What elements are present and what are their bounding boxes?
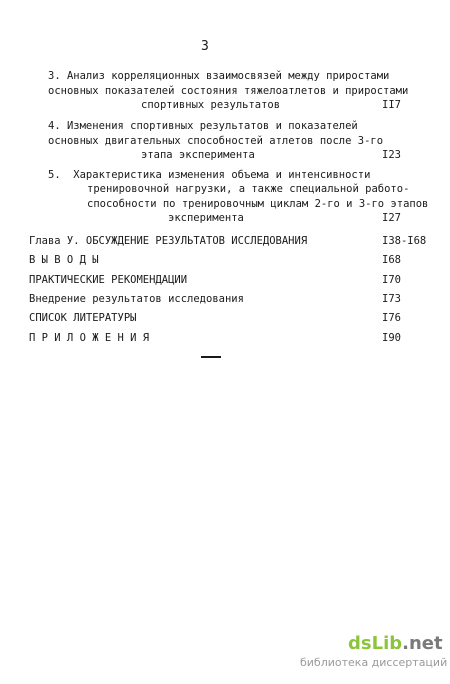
toc-entry-label: СПИСОК ЛИТЕРАТУРЫ (29, 312, 137, 324)
toc-section-5-line-3: способности по тренировочным циклам 2-го и 3-го этапов (87, 198, 429, 210)
watermark-subtitle: библиотека диссертаций (300, 656, 448, 669)
end-rule (201, 356, 221, 358)
page-number: 3 (201, 39, 209, 54)
toc-entry-page: I38-I68 (382, 235, 427, 247)
toc-section-5-line-4: эксперимента (168, 212, 244, 224)
toc-section-3-line-1: 3. Анализ корреляционных взаимосвязей между приростами (48, 70, 390, 82)
toc-section-5-page: I27 (382, 212, 401, 224)
toc-entry-page: I90 (382, 332, 401, 344)
toc-entry-page: I70 (382, 274, 401, 286)
toc-section-4-line-2: основных двигательных способностей атлетов после 3-го (48, 135, 384, 147)
toc-section-3-page: II7 (382, 99, 401, 111)
watermark-logo-tld: .net (402, 633, 443, 654)
toc-section-4-line-3: этапа эксперимента (141, 149, 255, 161)
toc-section-4-page: I23 (382, 149, 401, 161)
toc-section-3-line-2: основных показателей состояния тяжелоатлетов и приростами (48, 85, 409, 97)
watermark-logo-main: dsLib (348, 633, 403, 654)
toc-section-3-line-3: спортивных результатов (141, 99, 281, 111)
toc-section-5-line-2: тренировочной нагрузки, а также специальной работо- (87, 183, 410, 195)
toc-entry-page: I76 (382, 312, 401, 324)
toc-entry-label: ПРАКТИЧЕСКИЕ РЕКОМЕНДАЦИИ (29, 274, 188, 286)
toc-section-5-line-1: 5. Характеристика изменения объема и интенсивности (48, 169, 371, 181)
toc-section-4-line-1: 4. Изменения спортивных результатов и показателей (48, 120, 358, 132)
toc-entry-label: Глава У. ОБСУЖДЕНИЕ РЕЗУЛЬТАТОВ ИССЛЕДОВАНИЯ (29, 235, 308, 247)
toc-entry-page: I73 (382, 293, 401, 305)
toc-entry-label: П Р И Л О Ж Е Н И Я (29, 332, 150, 344)
toc-entry-page: I68 (382, 254, 401, 266)
watermark-logo (348, 635, 443, 653)
toc-entry-label: В Ы В О Д Ы (29, 254, 99, 266)
toc-entry-label: Внедрение результатов исследования (29, 293, 244, 305)
